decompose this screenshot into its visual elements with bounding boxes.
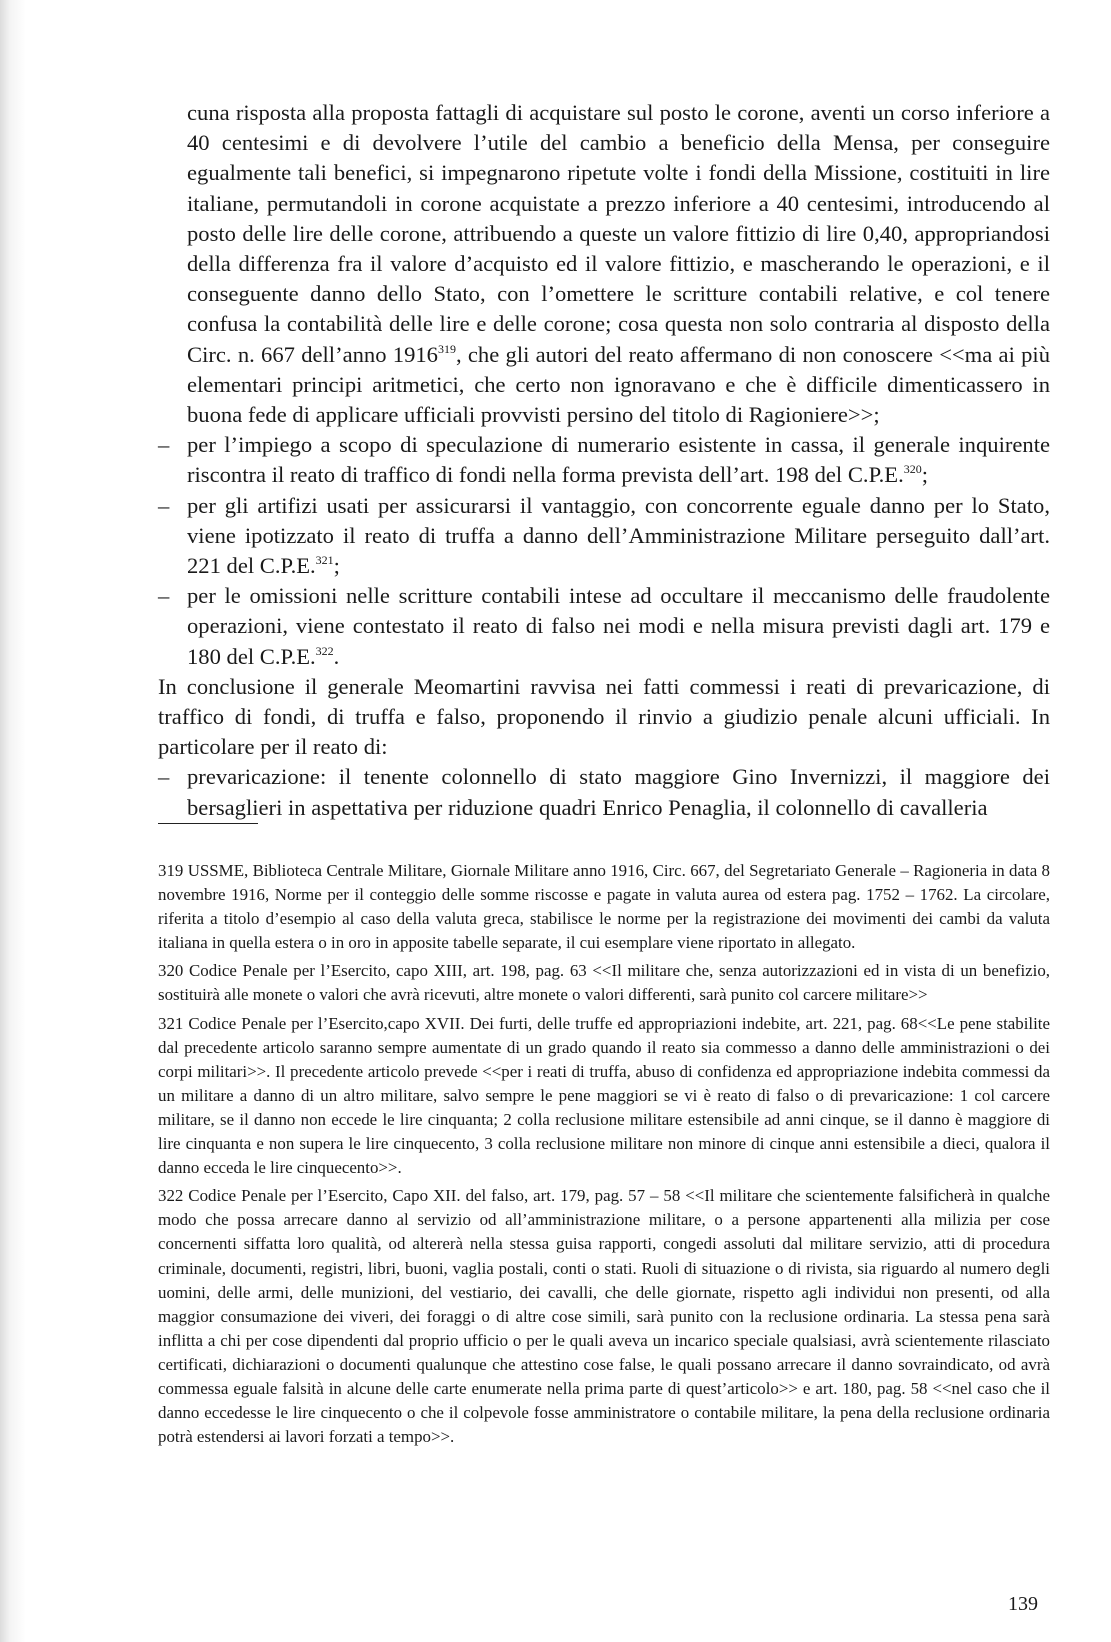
list-item-end: ;: [921, 462, 929, 488]
paragraph-text-end: , che gli autori del reato affermano di non conoscere <<ma ai più elementari principi aritmetici, che certo non ignoravano e che è difficile dimenticassero in buona fede di applicare ufficiali provvisti persino del titolo di Ragioniere>>;: [187, 341, 1050, 428]
footnote-ref-321: 321: [315, 553, 334, 568]
footnote-text: Codice Penale per l’Esercito,capo XVII. Dei furti, delle truffe ed appropriazioni indebite, art. 221, pag. 68<<Le pene stabilite dal precedente articolo saranno sempre aumentate di un grado quando il reato sia commesso a danno delle amministrazioni o dei corpi militari>>. Il precedente articolo prevede <<per i reati di truffa, abuso di confidenza ed appropriazione indebita commessi da un militare a danno di un altro militare, salvo sempre le pene maggiori se vi è reato di falso o di prevaricazione: 1 col carcere militare, se il danno non eccede le lire cinquanta; 2 colla reclusione militare estensibile ad anni cinque, se il danno è maggiore di lire cinquanta e non supera le lire cinquecento, 3 colla reclusione militare non minore di cinque anni estensibile a dieci, qualora il danno ecceda le lire cinquecento>>.: [158, 1013, 1050, 1178]
footnote-320: [158, 959, 1050, 1007]
conclusion-paragraph: In conclusione il generale Meomartini ravvisa nei fatti commessi i reati di prevaricazione, di traffico di fondi, di truffa e falso, proponendo il rinvio a giudizio penale alcuni ufficiali. In particolare per il reato di:: [158, 673, 1050, 760]
footnote-321: [158, 1012, 1050, 1181]
footnote-number: 319: [158, 861, 184, 880]
list-item: [158, 491, 1050, 582]
footnotes: [158, 859, 1050, 1453]
footnote-text: Codice Penale per l’Esercito, capo XIII, art. 198, pag. 63 <<Il militare che, senza autorizzazioni ed in vista di un benefizio, sostituirà alle monete o valori che avrà ricevuti, altre monete o valori differenti, sarà punito col carcere militare>>: [158, 961, 1050, 1005]
footnote-number: 320: [158, 961, 184, 981]
footnote-ref-322: 322: [315, 643, 334, 658]
footnote-text: Codice Penale per l’Esercito, Capo XII. del falso, art. 179, pag. 57 – 58 <<Il militare che scientemente falsificherà in qualche modo che possa arrecare danno al servizio od all’amministrazione militare, o a persone appartenenti alla milizia per cose concernenti siffatta loro qualità, od altererà nella stessa guisa rapporti, congedi assoluti dal militare servizio, atti di procedura criminale, documenti, registri, libri, buoni, vaglia postali, conti o stati. Ruoli di situazione o di rivista, sia riguardo al numero degli uomini, delle armi, delle munizioni, del vestiario, dei cavalli, che delle giornate, rispetto agli individui non presenti, od alla maggior consumazione dei viveri, dei foraggi o di altre cose simili, sarà punito con la reclusione ordinaria. La stessa pena sarà inflitta a chi per cose dipendenti dal proprio ufficio o per le quali aveva un incarico speciale qualsiasi, avrà scientemente rilasciato certificati, dichiarazioni o documenti qualunque che attestino cose false, le quali possano arrecare il danno sovraindicato, od avrà commessa eguale falsità in alcune delle carte enumerate nella prima parte di quest’articolo>> e art. 180, pag. 58 <<nel caso che il danno eccedesse le lire cinquecento o che il colpevole fosse amministratore o contabile militare, la pena della reclusione ordinaria potrà estendersi ai lavori forzati a tempo>>.: [158, 1186, 1050, 1447]
footnote-ref-320: 320: [903, 462, 922, 477]
dash-bullet: –: [158, 583, 170, 609]
dash-bullet: –: [158, 764, 170, 790]
list-item-text: prevaricazione: il tenente colonnello di stato maggiore Gino Invernizzi, il maggiore dei bersaglieri in aspettativa per riduzione quadri Enrico Penaglia, il colonnello di cavalleria: [187, 764, 1050, 820]
list-item: [158, 430, 1050, 490]
footnote-ref-319: 319: [437, 341, 456, 356]
list-item: [158, 581, 1050, 672]
footnote-number: 321: [158, 1013, 184, 1033]
list-item-end: .: [333, 643, 340, 669]
main-text: [158, 98, 1050, 823]
list-item-text: per le omissioni nelle scritture contabili intese ad occultare il meccanismo delle fraudolente operazioni, viene contestato il reato di falso nei modi e nella misura previsti dagli art. 179 e 180 del C.P.E.: [187, 583, 1050, 669]
list-item-text: per gli artifizi usati per assicurarsi il vantaggio, con concorrente eguale danno per lo Stato, viene ipotizzato il reato di truffa a danno dell’Amministrazione Militare perseguito dall’art. 221 del C.P.E.: [187, 492, 1050, 579]
list-item-text: per l’impiego a scopo di speculazione di numerario esistente in cassa, il generale inquirente riscontra il reato di traffico di fondi nella forma prevista dell’art. 198 del C.P.E.: [187, 432, 1050, 488]
continued-paragraph: [158, 98, 1050, 430]
accused-list: [158, 762, 1050, 822]
dash-bullet: –: [158, 492, 170, 518]
footnote-number: 322: [158, 1186, 184, 1206]
paragraph-text: cuna risposta alla proposta fattagli di acquistare sul posto le corone, aventi un corso inferiore a 40 centesimi e di devolvere l’utile del cambio a beneficio della Mensa, per conseguire egualmente tali benefici, si impegnarono ripetute volte i fondi della Missione, costituiti in lire italiane, permutandoli in corone acquistate a prezzo inferiore a 40 centesimi, introducendo al posto delle lire delle corone, attribuendo a queste un valore fittizio di lire 0,40, appropriandosi della differenza fra il valore d’acquisto ed il valore fittizio, e mascherando le operazioni, e il conseguente danno dello Stato, con l’omettere le scritture contabili relative, e col tenere confusa la contabilità delle lire e delle corone; cosa questa non solo contraria al disposto della Circ. n. 667 dell’anno 1916: [187, 100, 1050, 367]
footnote-separator: [158, 823, 258, 824]
page-number: 139: [1008, 1593, 1038, 1615]
footnote-text: USSME, Biblioteca Centrale Militare, Giornale Militare anno 1916, Circ. 667, del Segretariato Generale – Ragioneria in data 8 novembre 1916, Norme per il conteggio delle somme riscosse e pagate in valuta aurea od estera pag. 1752 – 1762. La circolare, riferita a titolo d’esempio al caso della valuta greca, stabilisce le norme per la registrazione dei movimenti dei cambi da valuta italiana in quella estera o in oro in apposite tabelle separate, il cui esemplare viene riportato in allegato.: [158, 861, 1050, 953]
list-item: [158, 762, 1050, 822]
footnote-322: [158, 1184, 1050, 1449]
footnote-319: [158, 859, 1050, 955]
dash-bullet: –: [158, 432, 170, 458]
list-item-end: ;: [333, 553, 340, 579]
offence-list: [158, 430, 1050, 672]
